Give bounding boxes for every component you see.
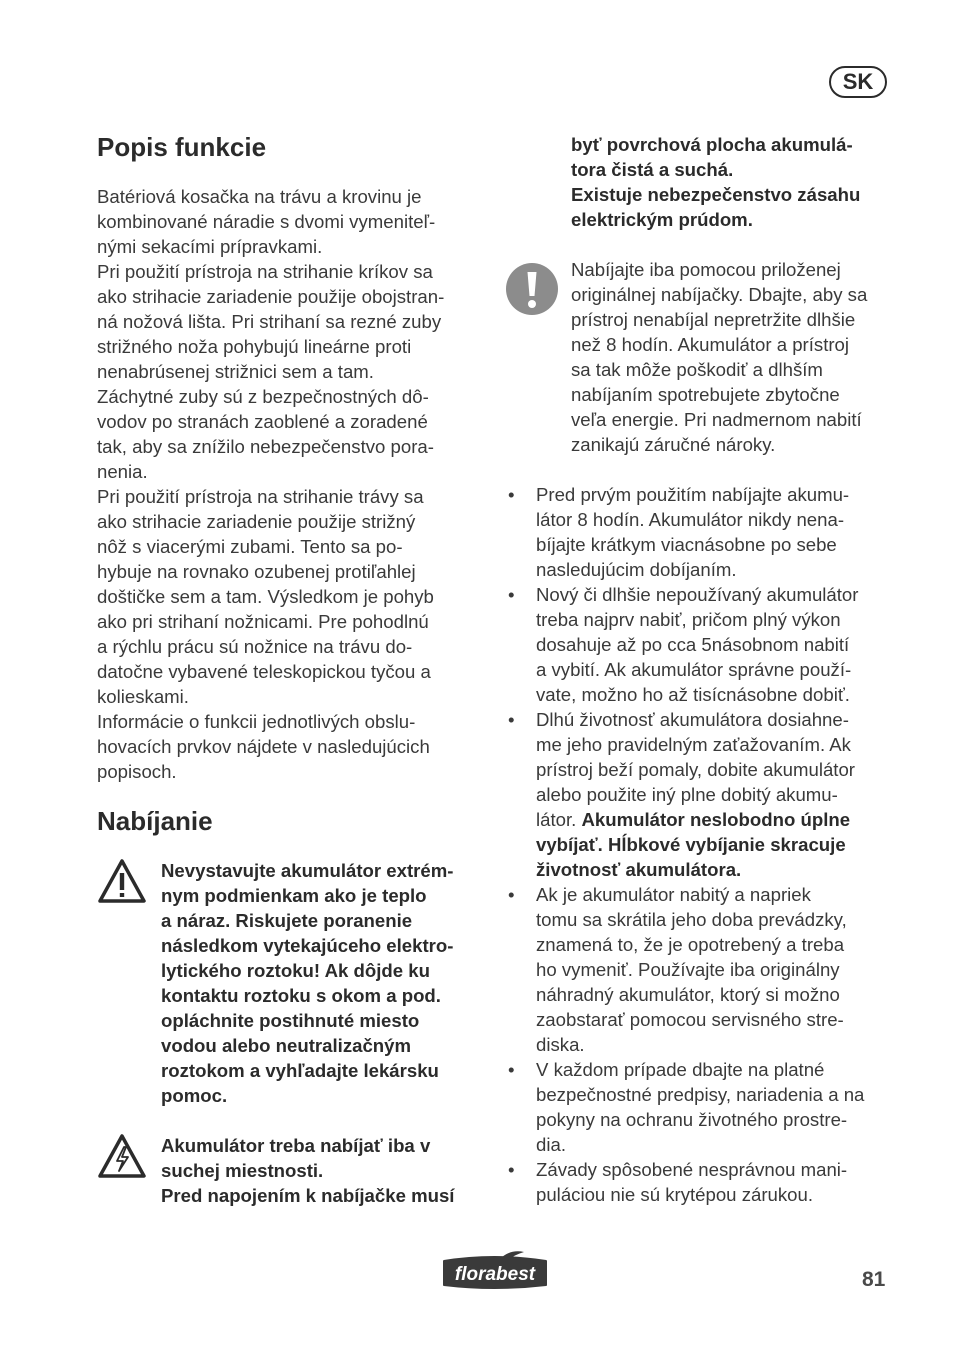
bullet: •	[508, 1159, 515, 1180]
warning-triangle-icon	[97, 858, 147, 910]
list-item-text: Dlhú životnosť akumulátora dosiahne- me jeho pravidelným zaťažovaním. Ak prístroj beží pomaly, dobite akumulátor alebo použite iný plne dobitý akumu- látor.	[536, 709, 855, 830]
section-heading-function: Popis funkcie	[97, 132, 267, 162]
electric-shock-warning-icon	[97, 1133, 147, 1185]
charging-tips-list	[508, 482, 894, 1207]
florabest-logo	[438, 1249, 552, 1291]
page-number: 81	[862, 1268, 886, 1291]
left-column	[97, 132, 487, 1208]
notice-charger	[508, 257, 894, 457]
logo-wordmark: florabest	[454, 1264, 536, 1285]
list-item-text: Závady spôsobené nesprávnou mani- puláciou nie sú krytépou zárukou.	[536, 1159, 848, 1205]
bullet: •	[508, 584, 515, 605]
exclamation-circle-icon	[505, 262, 559, 322]
list-item-text: V každom prípade dbajte na platné bezpečnostné predpisy, nariadenia a na pokyny na ochranu životného prostre- dia.	[536, 1059, 865, 1155]
list-item	[508, 482, 894, 582]
list-item-bold-text: Akumulátor neslobodno úplne vybíjať. Hĺbkové vybíjanie skracuje životnosť akumulátora.	[536, 809, 851, 880]
bullet: •	[508, 484, 515, 505]
warning-continued-text: byť povrchová plocha akumulá- tora čistá a suchá. Existuje nebezpečenstvo zásahu elektrickým prúdom.	[571, 134, 861, 230]
function-description: Batériová kosačka na trávu a krovinu je kombinované náradie s dvomi vymeniteľ- nými sekacími prípravkami. Pri použití prístroja na strihanie kríkov sa ako strihacie zariadenie použije obojstran- ná nožová lišta. Pri strihaní sa rezné zuby strižného noža pohybujú lineárne proti nenabrúsenej strižnici sem a tam. Záchytné zuby sú z bezpečnostných dô- vodov po stranách zaoblené a zoradené tak, aby sa znížilo nebezpečenstvo pora- nenia. Pri použití prístroja na strihanie trávy sa ako strihacie zariadenie použije strižný nôž s viacerými zubami. Tento sa po- hybuje na rovnako ozubenej protiľahlej doštičke sem a tam. Výsledkom je pohyb ako pri strihaní nožnicami. Pre pohodlnú a rýchlu prácu sú nožnice na trávu do- datočne vybavené teleskopickou tyčou a kolieskami. Informácie o funkcii jednotlivých obslu- hovacích prvkov nájdete v nasledujúcich popisoch.	[97, 186, 445, 782]
list-item	[508, 582, 894, 707]
bullet: •	[508, 1059, 515, 1080]
list-item	[508, 707, 894, 882]
warning-dry-room	[97, 1133, 487, 1208]
bullet: •	[508, 884, 515, 905]
warning-dry-room-text: Akumulátor treba nabíjať iba v suchej miestnosti. Pred napojením k nabíjačke musí	[161, 1135, 455, 1206]
list-item	[508, 882, 894, 1057]
language-badge: SK	[829, 66, 887, 98]
warning-heat-impact	[97, 858, 487, 1108]
list-item-text: Pred prvým použitím nabíjajte akumu- látor 8 hodín. Akumulátor nikdy nena- bíjajte krátkym viacnásobne po sebe nasledujúcim dobíjaním.	[536, 484, 850, 580]
section-heading-charging: Nabíjanie	[97, 806, 213, 836]
notice-charger-text: Nabíjajte iba pomocou priloženej originálnej nabíjačky. Dbajte, aby sa prístroj nenabíjal nepretržite dlhšie než 8 hodín. Akumulátor a prístroj sa tak môže poškodiť a dlhším nabíjaním spotrebujete zbytočne veľa energie. Pri nadmernom nabití zanikajú záručné nároky.	[571, 259, 868, 455]
warning-heat-impact-text: Nevystavujte akumulátor extrém- nym podmienkam ako je teplo a náraz. Riskujete poranenie následkom vytekajúceho elektro- lytického roztoku! Ak dôjde ku kontaktu roztoku s okom a pod. opláchnite postihnuté miesto vodou alebo neutralizačným roztokom a vyhľadajte lekársku pomoc.	[161, 860, 454, 1106]
list-item-text: Nový či dlhšie nepoužívaný akumulátor treba najprv nabiť, pričom plný výkon dosahuje až po cca 5násobnom nabití a vybití. Ak akumulátor správne použí- vate, možno ho až tisícnásobne dobiť.	[536, 584, 859, 705]
list-item	[508, 1157, 894, 1207]
list-item	[508, 1057, 894, 1157]
bullet: •	[508, 709, 515, 730]
list-item-text: Ak je akumulátor nabitý a napriek tomu sa skrátila jeho doba prevádzky, znamená to, že je opotrebený a treba ho vymeniť. Používajte iba originálny náhradný akumulátor, ktorý si možno zaobstarať pomocou servisného stre- diska.	[536, 884, 847, 1055]
right-column	[508, 132, 894, 1207]
